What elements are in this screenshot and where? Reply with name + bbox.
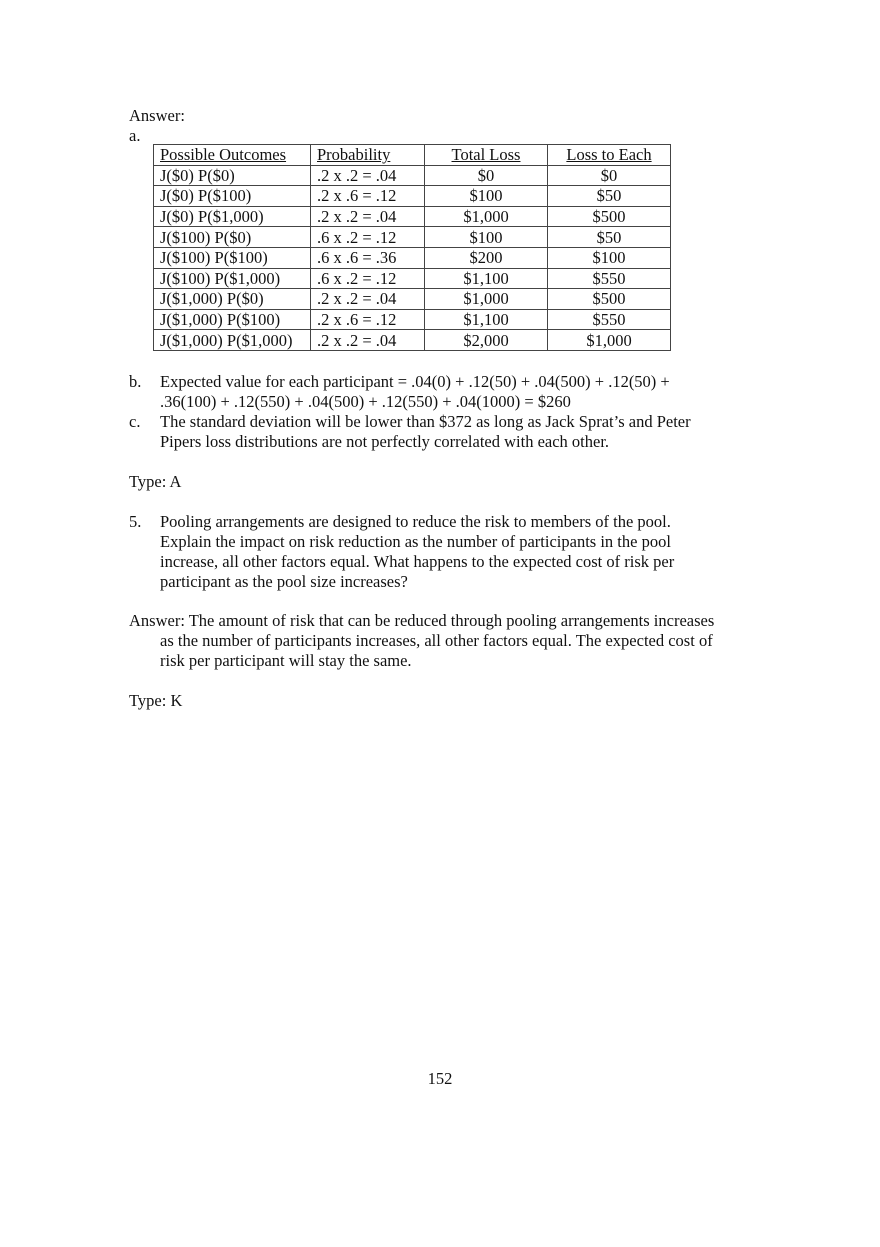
- type-k-label: Type: K: [129, 691, 183, 710]
- cell-total-loss: $1,000: [425, 289, 548, 310]
- cell-probability: .2 x .2 = .04: [311, 289, 425, 310]
- cell-outcome: J($1,000) P($100): [154, 309, 311, 330]
- cell-loss-to-each: $0: [548, 165, 671, 186]
- cell-outcome: J($100) P($0): [154, 227, 311, 248]
- cell-probability: .2 x .2 = .04: [311, 330, 425, 351]
- cell-total-loss: $100: [425, 186, 548, 207]
- cell-outcome: J($100) P($100): [154, 247, 311, 268]
- cell-probability: .6 x .6 = .36: [311, 247, 425, 268]
- cell-loss-to-each: $100: [548, 247, 671, 268]
- cell-probability: .2 x .6 = .12: [311, 186, 425, 207]
- cell-outcome: J($1,000) P($0): [154, 289, 311, 310]
- cell-total-loss: $0: [425, 165, 548, 186]
- table-row: [154, 227, 671, 248]
- cell-probability: .2 x .6 = .12: [311, 309, 425, 330]
- question-5-line-4: participant as the pool size increases?: [160, 572, 408, 591]
- cell-probability: .6 x .2 = .12: [311, 268, 425, 289]
- cell-loss-to-each: $50: [548, 186, 671, 207]
- cell-outcome: J($1,000) P($1,000): [154, 330, 311, 351]
- table-row: [154, 165, 671, 186]
- table-header-row: [154, 145, 671, 166]
- page-number: 152: [427, 1069, 453, 1088]
- part-b-line-2: .36(100) + .12(550) + .04(500) + .12(550) + .04(1000) = $260: [160, 392, 571, 411]
- cell-total-loss: $2,000: [425, 330, 548, 351]
- question-5-marker: 5.: [129, 512, 142, 531]
- part-c-line-2: Pipers loss distributions are not perfectly correlated with each other.: [160, 432, 610, 451]
- cell-loss-to-each: $550: [548, 268, 671, 289]
- cell-probability: .2 x .2 = .04: [311, 206, 425, 227]
- cell-total-loss: $100: [425, 227, 548, 248]
- cell-total-loss: $200: [425, 247, 548, 268]
- cell-outcome: J($0) P($1,000): [154, 206, 311, 227]
- type-a-label: Type: A: [129, 472, 182, 491]
- part-a-label: a.: [129, 126, 141, 145]
- header-possible-outcomes: Possible Outcomes: [154, 145, 311, 166]
- table-row: [154, 206, 671, 227]
- cell-loss-to-each: $500: [548, 206, 671, 227]
- header-loss-to-each: Loss to Each: [548, 145, 671, 166]
- table-row: [154, 289, 671, 310]
- question-5-line-3: increase, all other factors equal. What happens to the expected cost of risk per: [160, 552, 675, 571]
- table-row: [154, 186, 671, 207]
- table-row: [154, 309, 671, 330]
- answer-label: Answer:: [129, 106, 185, 125]
- cell-total-loss: $1,000: [425, 206, 548, 227]
- cell-total-loss: $1,100: [425, 268, 548, 289]
- answer-5-line-3: risk per participant will stay the same.: [160, 651, 412, 670]
- part-c-line-1: The standard deviation will be lower than $372 as long as Jack Sprat’s and Peter: [160, 412, 691, 431]
- question-5-line-2: Explain the impact on risk reduction as the number of participants in the pool: [160, 532, 671, 551]
- table-row: [154, 247, 671, 268]
- header-total-loss: Total Loss: [425, 145, 548, 166]
- cell-loss-to-each: $500: [548, 289, 671, 310]
- table-row: [154, 330, 671, 351]
- cell-loss-to-each: $1,000: [548, 330, 671, 351]
- answer-5-line-2: as the number of participants increases, all other factors equal. The expected cost of: [160, 631, 713, 650]
- cell-probability: .6 x .2 = .12: [311, 227, 425, 248]
- outcomes-table: [153, 144, 671, 351]
- cell-total-loss: $1,100: [425, 309, 548, 330]
- header-probability: Probability: [311, 145, 425, 166]
- cell-outcome: J($0) P($0): [154, 165, 311, 186]
- part-b-marker: b.: [129, 372, 142, 391]
- cell-probability: .2 x .2 = .04: [311, 165, 425, 186]
- answer-5-line-1: Answer: The amount of risk that can be reduced through pooling arrangements increases: [129, 611, 715, 630]
- cell-loss-to-each: $550: [548, 309, 671, 330]
- cell-loss-to-each: $50: [548, 227, 671, 248]
- cell-outcome: J($0) P($100): [154, 186, 311, 207]
- question-5-line-1: Pooling arrangements are designed to reduce the risk to members of the pool.: [160, 512, 671, 531]
- part-b-line-1: Expected value for each participant = .04(0) + .12(50) + .04(500) + .12(50) +: [160, 372, 670, 391]
- table-row: [154, 268, 671, 289]
- part-c-marker: c.: [129, 412, 141, 431]
- cell-outcome: J($100) P($1,000): [154, 268, 311, 289]
